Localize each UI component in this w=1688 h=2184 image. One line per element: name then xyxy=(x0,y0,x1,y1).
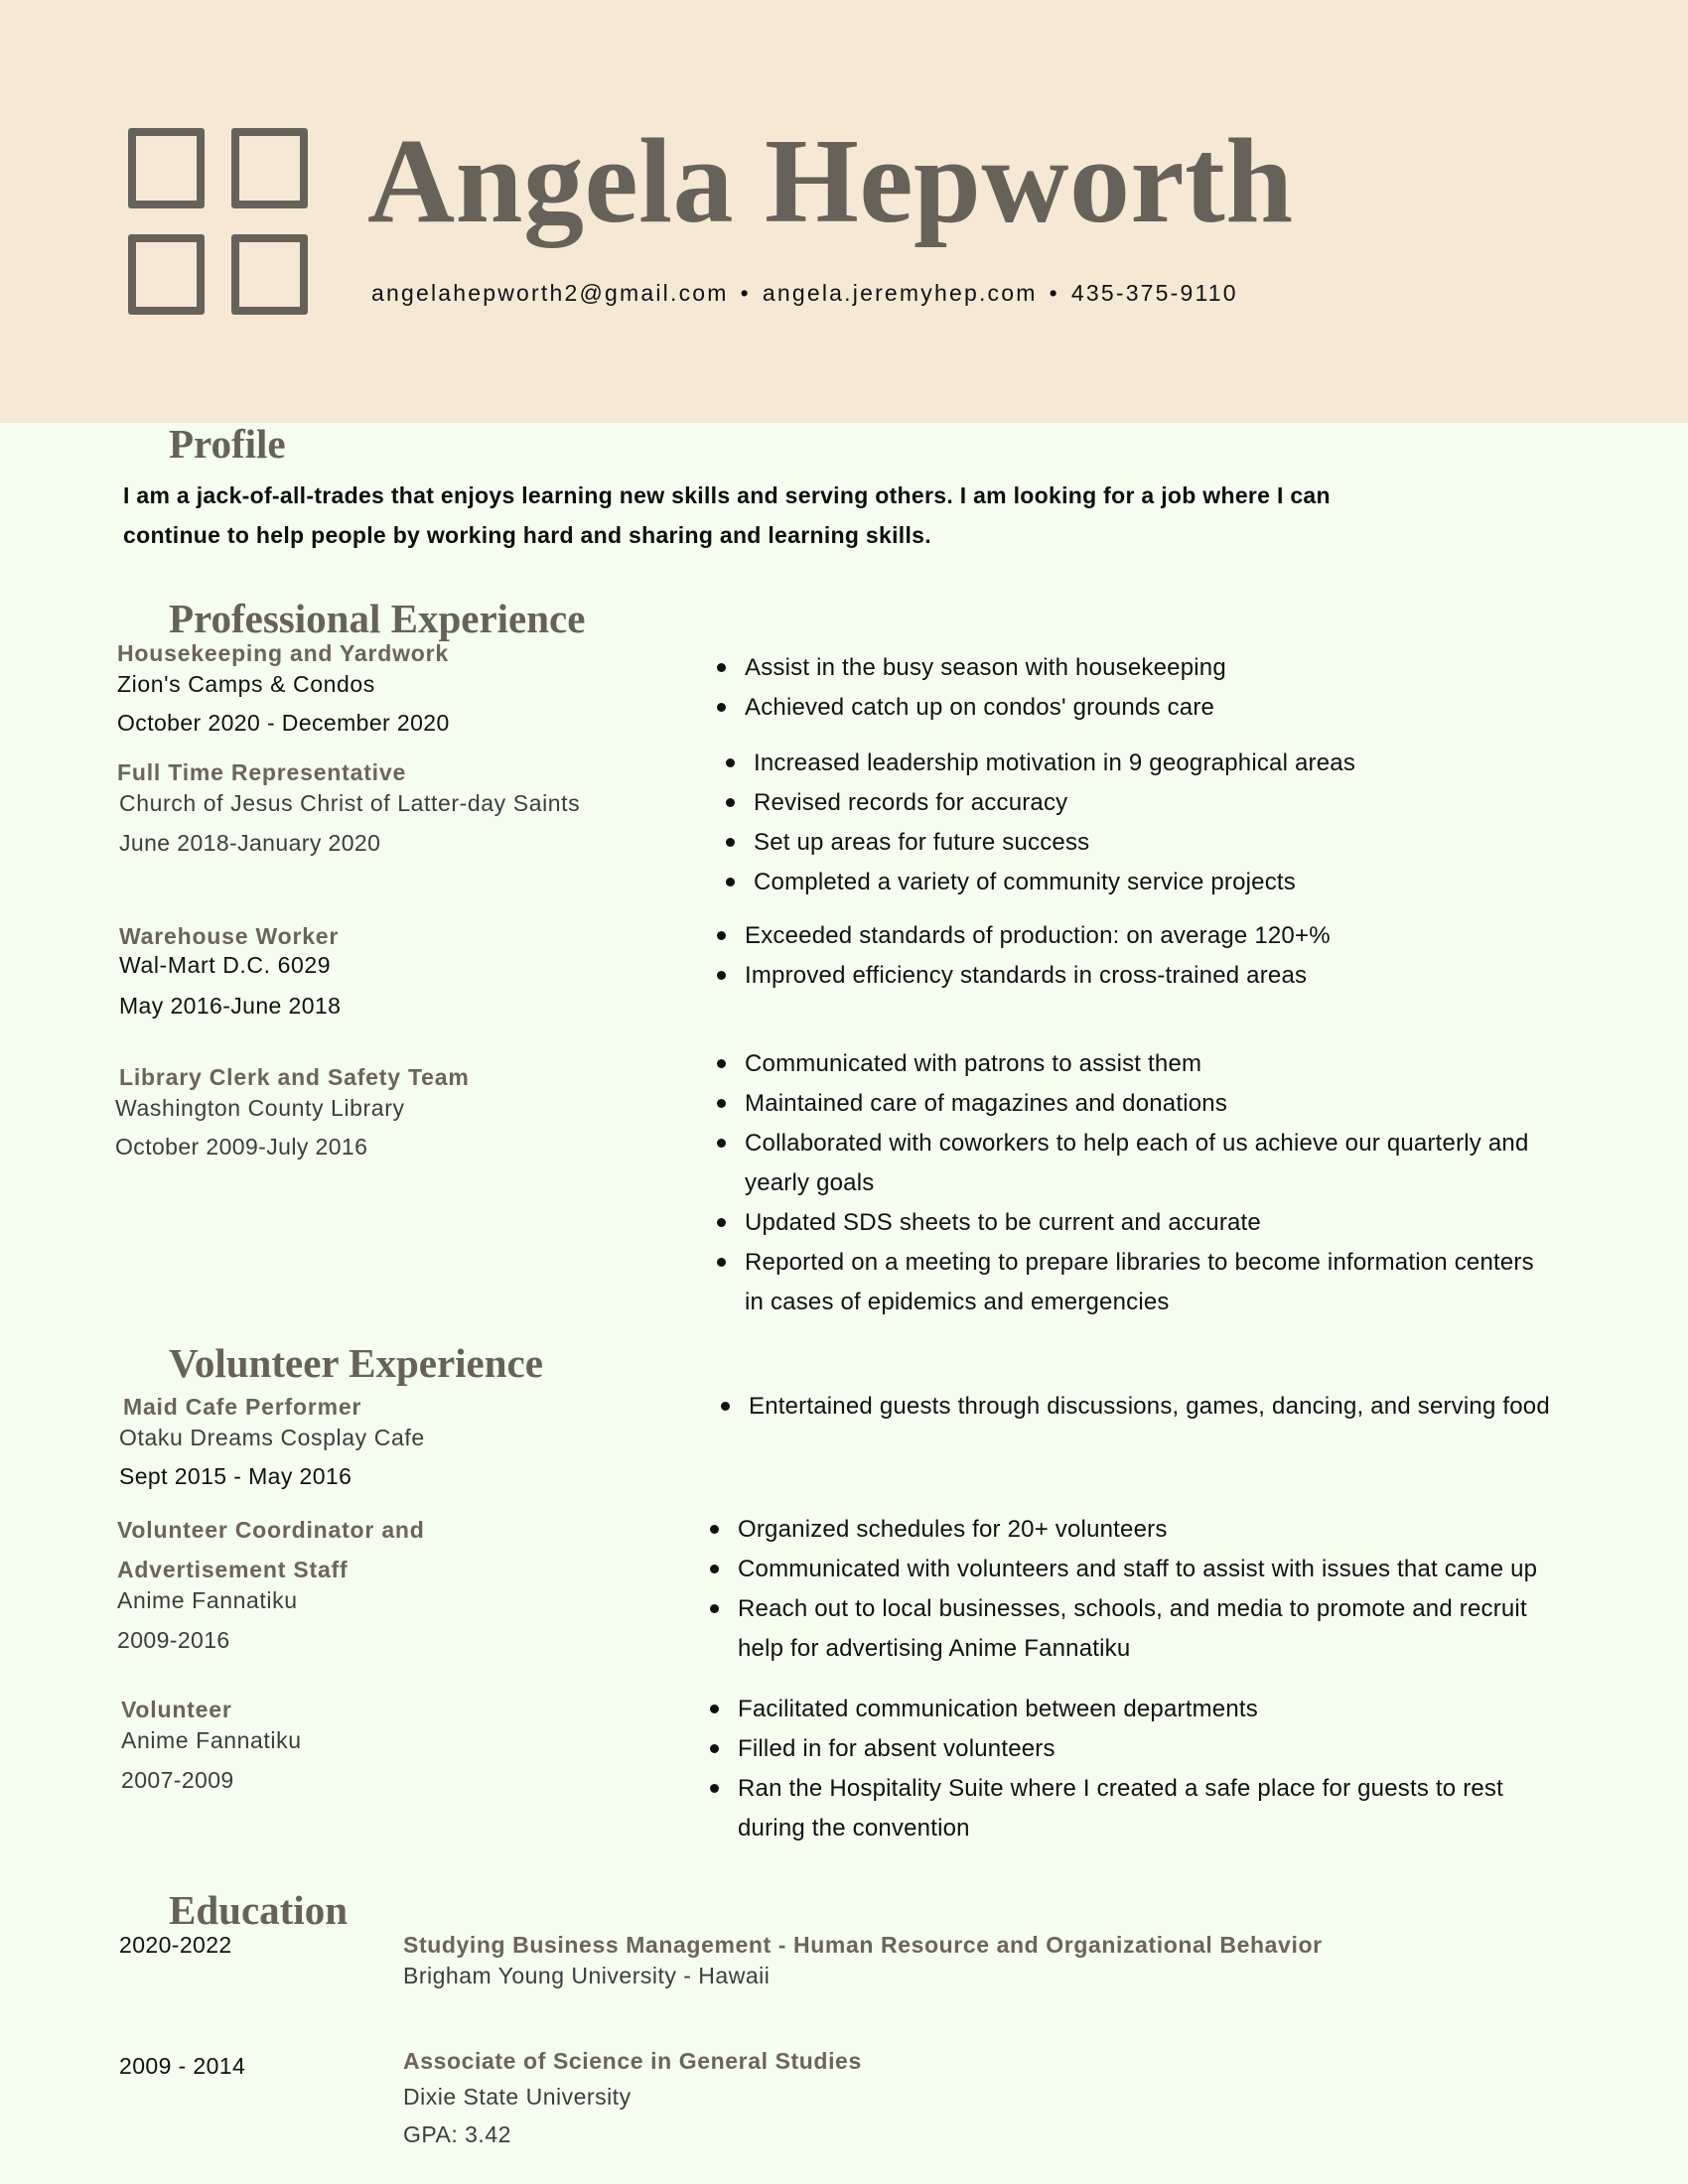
volunteer-bullets xyxy=(721,1387,1550,1427)
bullet-item: Updated SDS sheets to be current and accurate xyxy=(717,1203,1534,1243)
email-link[interactable]: angelahepworth2@gmail.com xyxy=(371,280,729,306)
bullet-item: Communicated with patrons to assist them xyxy=(717,1044,1534,1084)
volunteer-bullets xyxy=(710,1690,1503,1848)
volunteer-organization: Otaku Dreams Cosplay Cafe xyxy=(119,1425,425,1450)
bullet-item: Ran the Hospitality Suite where I created a safe place for guests to rest during the convention xyxy=(710,1769,1503,1848)
section-heading-profile: Profile xyxy=(169,421,286,467)
job-organization: Zion's Camps & Condos xyxy=(117,671,375,697)
bullet-icon xyxy=(710,1705,719,1713)
job-dates: June 2018-January 2020 xyxy=(119,830,381,856)
bullet-item: Reach out to local businesses, schools, and media to promote and recruit help for advertising Anime Fannatiku xyxy=(710,1589,1537,1669)
volunteer-dates: 2007-2009 xyxy=(121,1767,234,1793)
phone-number[interactable]: 435-375-9110 xyxy=(1070,280,1238,306)
job-bullets xyxy=(726,744,1355,902)
bullet-icon xyxy=(717,703,726,712)
section-heading-education: Education xyxy=(169,1887,348,1933)
profile-line: continue to help people by working hard and sharing and learning skills. xyxy=(123,521,931,548)
job-bullets xyxy=(717,648,1226,728)
education-degree: Associate of Science in General Studies xyxy=(403,2048,862,2074)
education-years: 2009 - 2014 xyxy=(119,2053,246,2079)
volunteer-dates: 2009-2016 xyxy=(117,1627,230,1653)
bullet-item: Increased leadership motivation in 9 geographical areas xyxy=(726,744,1355,783)
bullet-icon xyxy=(726,838,735,847)
bullet-item: Exceeded standards of production: on average 120+% xyxy=(717,916,1331,956)
bullet-item: Assist in the busy season with housekeeping xyxy=(717,648,1226,688)
volunteer-title: Volunteer Coordinator and xyxy=(117,1517,425,1543)
bullet-item: Collaborated with coworkers to help each of us achieve our quarterly and yearly goals xyxy=(717,1124,1534,1203)
contact-line xyxy=(371,278,1238,308)
job-bullets xyxy=(717,916,1331,996)
bullet-item: Facilitated communication between departments xyxy=(710,1690,1503,1729)
bullet-icon xyxy=(710,1784,719,1793)
bullet-icon xyxy=(717,1258,726,1267)
bullet-item: Entertained guests through discussions, games, dancing, and serving food xyxy=(721,1387,1550,1427)
logo-square xyxy=(231,234,308,315)
bullet-icon xyxy=(717,663,726,672)
volunteer-dates: Sept 2015 - May 2016 xyxy=(119,1463,352,1489)
bullet-item: Set up areas for future success xyxy=(726,823,1355,863)
bullet-item: Reported on a meeting to prepare libraries to become information centers in cases of epidemics and emergencies xyxy=(717,1243,1534,1322)
section-heading-volunteer-experience: Volunteer Experience xyxy=(169,1340,543,1386)
job-title: Full Time Representative xyxy=(117,759,407,785)
resume-header xyxy=(0,0,1688,423)
volunteer-title: Advertisement Staff xyxy=(117,1557,349,1582)
job-title: Library Clerk and Safety Team xyxy=(119,1064,470,1090)
profile-summary xyxy=(123,477,1593,555)
education-school: Dixie State University xyxy=(403,2084,632,2110)
logo-square xyxy=(231,128,308,208)
bullet-icon xyxy=(710,1604,719,1613)
bullet-item: Achieved catch up on condos' grounds care xyxy=(717,688,1226,728)
separator-dot: • xyxy=(1049,280,1059,306)
job-organization: Washington County Library xyxy=(115,1095,405,1121)
bullet-item: Organized schedules for 20+ volunteers xyxy=(710,1510,1537,1550)
separator-dot: • xyxy=(740,280,751,306)
volunteer-title: Volunteer xyxy=(121,1697,232,1722)
bullet-item: Revised records for accuracy xyxy=(726,783,1355,823)
volunteer-title: Maid Cafe Performer xyxy=(123,1394,362,1420)
job-organization: Church of Jesus Christ of Latter-day Saints xyxy=(119,790,581,816)
bullet-icon xyxy=(717,971,726,980)
logo-square xyxy=(128,128,205,208)
education-degree: Studying Business Management - Human Resource and Organizational Behavior xyxy=(403,1932,1323,1958)
job-bullets xyxy=(717,1044,1534,1322)
four-squares-grid-icon xyxy=(128,128,308,315)
bullet-icon xyxy=(726,758,735,767)
job-dates: May 2016-June 2018 xyxy=(119,993,342,1019)
bullet-icon xyxy=(717,1099,726,1108)
job-dates: October 2009-July 2016 xyxy=(115,1134,368,1160)
bullet-item: Improved efficiency standards in cross-trained areas xyxy=(717,956,1331,996)
bullet-item: Communicated with volunteers and staff to assist with issues that came up xyxy=(710,1550,1537,1589)
bullet-icon xyxy=(721,1402,730,1411)
bullet-icon xyxy=(717,1218,726,1227)
profile-line: I am a jack-of-all-trades that enjoys learning new skills and serving others. I am looking for a job where I can xyxy=(123,482,1331,508)
candidate-name: Angela Hepworth xyxy=(367,114,1294,248)
bullet-item: Maintained care of magazines and donations xyxy=(717,1084,1534,1124)
volunteer-bullets xyxy=(710,1510,1537,1669)
education-gpa: GPA: 3.42 xyxy=(403,2121,511,2147)
bullet-icon xyxy=(710,1525,719,1534)
website-link[interactable]: angela.jeremyhep.com xyxy=(762,280,1038,306)
bullet-icon xyxy=(710,1744,719,1753)
section-heading-professional-experience: Professional Experience xyxy=(169,596,586,641)
bullet-icon xyxy=(726,798,735,807)
job-organization: Wal-Mart D.C. 6029 xyxy=(119,952,332,978)
logo-square xyxy=(128,234,205,315)
education-years: 2020-2022 xyxy=(119,1932,232,1958)
bullet-icon xyxy=(726,878,735,887)
job-title: Warehouse Worker xyxy=(119,923,340,949)
volunteer-organization: Anime Fannatiku xyxy=(121,1727,302,1753)
bullet-icon xyxy=(717,931,726,940)
bullet-item: Filled in for absent volunteers xyxy=(710,1729,1503,1769)
bullet-item: Completed a variety of community service projects xyxy=(726,863,1355,902)
bullet-icon xyxy=(717,1139,726,1148)
volunteer-organization: Anime Fannatiku xyxy=(117,1587,298,1613)
bullet-icon xyxy=(717,1059,726,1068)
education-school: Brigham Young University - Hawaii xyxy=(403,1963,771,1988)
job-dates: October 2020 - December 2020 xyxy=(117,710,450,736)
job-title: Housekeeping and Yardwork xyxy=(117,640,450,666)
bullet-icon xyxy=(710,1565,719,1573)
